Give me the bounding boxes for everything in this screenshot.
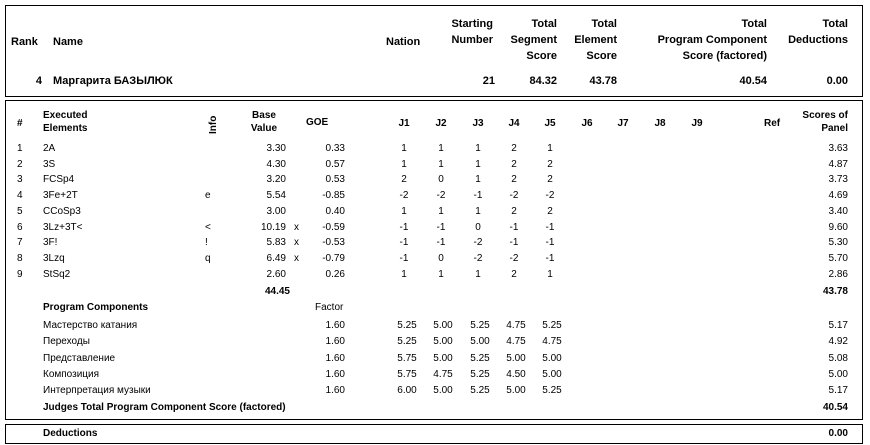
element-num: 4 <box>17 190 23 202</box>
element-base: 4.30 <box>266 158 286 170</box>
judge-score: 5.25 <box>470 385 490 397</box>
judge-header: J7 <box>617 118 629 129</box>
base-header <box>246 109 282 135</box>
element-goe: -0.59 <box>322 221 345 233</box>
element-goe: 0.57 <box>325 158 345 170</box>
element-num: 5 <box>17 205 23 217</box>
judge-score: 1 <box>475 268 481 280</box>
component-factor: 1.60 <box>325 368 345 380</box>
judge-score: 5.75 <box>397 368 417 380</box>
judge-score: 6.00 <box>397 385 417 397</box>
deductions-header <box>780 16 848 48</box>
element-goe: 0.53 <box>325 174 345 186</box>
header-line: Total <box>822 18 848 30</box>
element-x-flag: x <box>294 252 299 264</box>
element-num: 6 <box>17 221 23 233</box>
element-row <box>0 188 870 203</box>
judge-score: 0 <box>475 221 481 233</box>
element-name: 3F! <box>43 237 58 249</box>
component-name: Композиция <box>43 368 100 380</box>
element-score: 9.60 <box>828 221 848 233</box>
judge-score: 2 <box>547 158 553 170</box>
judge-score: -2 <box>399 190 409 202</box>
judge-score: -1 <box>399 237 409 249</box>
components-total-score: 40.54 <box>822 402 848 413</box>
component-factor: 1.60 <box>325 385 345 397</box>
judge-score: -1 <box>399 252 409 264</box>
skater-rank: 4 <box>35 75 42 87</box>
element-base: 5.83 <box>266 237 286 249</box>
header-line: Value <box>250 123 278 134</box>
judge-score: -2 <box>545 190 555 202</box>
judge-score: 2 <box>547 174 553 186</box>
element-num: 8 <box>17 252 23 264</box>
judge-score: 2 <box>511 268 517 280</box>
skater-starting-number: 21 <box>482 75 495 87</box>
element-goe: 0.40 <box>325 205 345 217</box>
nation-header: Nation <box>386 36 421 48</box>
element-base: 5.54 <box>266 190 286 202</box>
element-goe: -0.79 <box>322 252 345 264</box>
component-row <box>0 334 870 349</box>
component-factor: 1.60 <box>325 336 345 348</box>
judge-score: 2 <box>511 158 517 170</box>
header-line: Starting <box>451 18 493 30</box>
element-base: 3.30 <box>266 143 286 154</box>
element-num: 1 <box>17 143 23 154</box>
judge-score: -2 <box>473 237 483 249</box>
header-line: Score <box>526 50 557 62</box>
element-score: 5.30 <box>828 237 848 249</box>
header-line: Element <box>574 34 617 46</box>
skater-pcs: 40.54 <box>739 75 767 87</box>
component-name: Мастерство катания <box>43 320 138 331</box>
skater-tes: 43.78 <box>589 75 617 87</box>
judge-score: 1 <box>401 158 407 170</box>
judge-score: -1 <box>509 237 519 249</box>
header-line: Score (factored) <box>682 50 767 62</box>
judge-header: J1 <box>398 118 410 129</box>
components-total-label: Judges Total Program Component Score (factored) <box>43 402 286 413</box>
element-score: 5.70 <box>828 252 848 264</box>
component-score: 5.17 <box>828 320 848 331</box>
element-name: FCSp4 <box>43 174 75 186</box>
element-goe: 0.26 <box>325 268 345 280</box>
judge-score: 2 <box>511 205 517 217</box>
judge-score: -1 <box>436 221 446 233</box>
element-row <box>0 267 870 282</box>
skater-deductions: 0.00 <box>826 75 848 87</box>
judge-score: 2 <box>401 174 407 186</box>
judge-score: 1 <box>475 174 481 186</box>
element-num: 2 <box>17 158 23 170</box>
component-factor: 1.60 <box>325 320 345 331</box>
judge-score: 4.50 <box>506 368 526 380</box>
name-header: Name <box>53 36 83 48</box>
element-base: 2.60 <box>266 268 286 280</box>
judge-score: 2 <box>511 174 517 186</box>
judge-score: 1 <box>438 143 444 154</box>
judge-score: -2 <box>473 252 483 264</box>
info-header: Info <box>208 115 219 134</box>
header-line: Program Component <box>657 34 767 46</box>
factor-label: Factor <box>315 302 344 313</box>
judge-score: 5.00 <box>433 336 453 348</box>
element-score: 3.73 <box>828 174 848 186</box>
judge-score: 5.00 <box>433 320 453 331</box>
judge-score: 5.00 <box>470 336 490 348</box>
judge-score: 4.75 <box>506 320 526 331</box>
judge-score: 1 <box>475 158 481 170</box>
element-name: 3S <box>43 158 56 170</box>
judge-score: 5.25 <box>397 320 417 331</box>
element-name: CCoSp3 <box>43 205 81 217</box>
judge-score: 5.25 <box>470 368 490 380</box>
ref-header: Ref <box>764 118 781 129</box>
element-base: 6.49 <box>266 252 286 264</box>
component-name: Представление <box>43 352 116 364</box>
component-row <box>0 383 870 398</box>
judge-score: -1 <box>545 221 555 233</box>
judge-score: 1 <box>401 268 407 280</box>
judge-score: -1 <box>399 221 409 233</box>
judge-header: J3 <box>472 118 484 129</box>
judge-score: 1 <box>438 268 444 280</box>
judge-header: J2 <box>435 118 447 129</box>
element-score: 2.86 <box>828 268 848 280</box>
element-row <box>0 220 870 235</box>
element-base: 3.20 <box>266 174 286 186</box>
element-goe: -0.85 <box>322 190 345 202</box>
element-name: 3Fe+2T <box>43 190 78 202</box>
component-score: 5.08 <box>828 352 848 364</box>
element-row <box>0 141 870 156</box>
judge-header: J5 <box>544 118 556 129</box>
skater-tss: 84.32 <box>529 75 557 87</box>
judge-score: 5.25 <box>470 320 490 331</box>
skater-name: Маргарита БАЗЫЛЮК <box>53 75 173 87</box>
executed-header <box>43 109 87 135</box>
header-line: Scores of <box>802 110 848 121</box>
judge-score: 1 <box>401 205 407 217</box>
components-label: Program Components <box>43 302 149 313</box>
element-info: e <box>205 190 211 202</box>
component-row <box>0 318 870 333</box>
element-goe: -0.53 <box>322 237 345 249</box>
judge-score: 5.00 <box>433 385 453 397</box>
header-line: Panel <box>821 123 848 134</box>
rank-header: Rank <box>11 36 38 48</box>
scores-header <box>780 109 848 135</box>
judge-score: 0 <box>438 252 444 264</box>
judge-score: 4.75 <box>433 368 453 380</box>
element-info: < <box>205 221 211 233</box>
judge-score: 5.00 <box>506 352 526 364</box>
element-num: 9 <box>17 268 23 280</box>
header-line: Score <box>586 50 617 62</box>
element-row <box>0 157 870 172</box>
element-info: q <box>205 252 211 264</box>
element-num: 7 <box>17 237 23 249</box>
judge-header: J6 <box>581 118 593 129</box>
element-row <box>0 204 870 219</box>
judge-score: 5.75 <box>397 352 417 364</box>
element-score: 4.87 <box>828 158 848 170</box>
element-num: 3 <box>17 174 23 186</box>
judge-score: 1 <box>547 268 553 280</box>
judge-score: 5.00 <box>542 368 562 380</box>
element-goe: 0.33 <box>325 143 345 154</box>
judge-score: 5.25 <box>397 336 417 348</box>
component-row <box>0 367 870 382</box>
judge-score: 5.00 <box>433 352 453 364</box>
component-name: Интерпретация музыки <box>43 385 151 397</box>
header-line: Deductions <box>788 34 848 46</box>
elements-total-score: 43.78 <box>822 286 848 297</box>
element-name: 3Lz+3T< <box>43 221 83 233</box>
judge-score: -1 <box>509 221 519 233</box>
judge-score: 1 <box>475 143 481 154</box>
deductions-box <box>5 424 863 444</box>
element-info: ! <box>205 237 208 249</box>
component-score: 5.00 <box>828 368 848 380</box>
num-header: # <box>17 118 23 129</box>
judge-score: -2 <box>509 252 519 264</box>
element-score: 3.63 <box>828 143 848 154</box>
judge-score: 5.25 <box>470 352 490 364</box>
element-row <box>0 235 870 250</box>
deductions-label: Deductions <box>43 428 98 439</box>
judge-score: 5.25 <box>542 320 562 331</box>
element-base: 3.00 <box>266 205 286 217</box>
element-name: StSq2 <box>43 268 71 280</box>
element-x-flag: x <box>294 237 299 249</box>
judge-score: 4.75 <box>542 336 562 348</box>
judge-score: 1 <box>547 143 553 154</box>
judge-score: -2 <box>436 190 446 202</box>
header-line: Number <box>451 34 493 46</box>
element-base: 10.19 <box>260 221 286 233</box>
elements-total-base: 44.45 <box>264 286 290 297</box>
element-x-flag: x <box>294 221 299 233</box>
judge-score: 4.75 <box>506 336 526 348</box>
element-score: 3.40 <box>828 205 848 217</box>
header-line: Base <box>252 110 276 121</box>
element-row <box>0 251 870 266</box>
component-score: 5.17 <box>828 385 848 397</box>
judge-score: -1 <box>545 237 555 249</box>
component-factor: 1.60 <box>325 352 345 364</box>
header-line: Executed <box>43 110 88 121</box>
component-row <box>0 351 870 366</box>
header-line: Segment <box>510 34 557 46</box>
judge-score: -1 <box>545 252 555 264</box>
header-line: Total <box>531 18 557 30</box>
tes-header <box>560 16 617 64</box>
judge-score: 1 <box>401 143 407 154</box>
element-score: 4.69 <box>828 190 848 202</box>
element-row <box>0 172 870 187</box>
element-name: 3Lzq <box>43 252 65 264</box>
judge-score: 5.25 <box>542 385 562 397</box>
judge-header: J4 <box>508 118 520 129</box>
element-name: 2A <box>43 143 56 154</box>
header-line: Total <box>591 18 617 30</box>
tss-header <box>500 16 557 64</box>
header-line: Total <box>741 18 767 30</box>
header-line: Elements <box>43 123 88 134</box>
judge-score: 5.00 <box>506 385 526 397</box>
pcs-header <box>640 16 767 64</box>
judge-score: 1 <box>438 205 444 217</box>
judge-score: 2 <box>547 205 553 217</box>
judge-header: J8 <box>654 118 666 129</box>
starting-number-header <box>430 16 493 48</box>
component-score: 4.92 <box>828 336 848 348</box>
goe-header: GOE <box>306 117 329 128</box>
component-name: Переходы <box>43 336 90 348</box>
judge-score: 1 <box>475 205 481 217</box>
deductions-value: 0.00 <box>828 428 848 439</box>
judge-score: -1 <box>436 237 446 249</box>
judge-score: 0 <box>438 174 444 186</box>
judge-score: -2 <box>509 190 519 202</box>
judge-score: 5.00 <box>542 352 562 364</box>
judge-score: 1 <box>438 158 444 170</box>
judge-score: -1 <box>473 190 483 202</box>
judge-header: J9 <box>691 118 703 129</box>
judge-score: 2 <box>511 143 517 154</box>
